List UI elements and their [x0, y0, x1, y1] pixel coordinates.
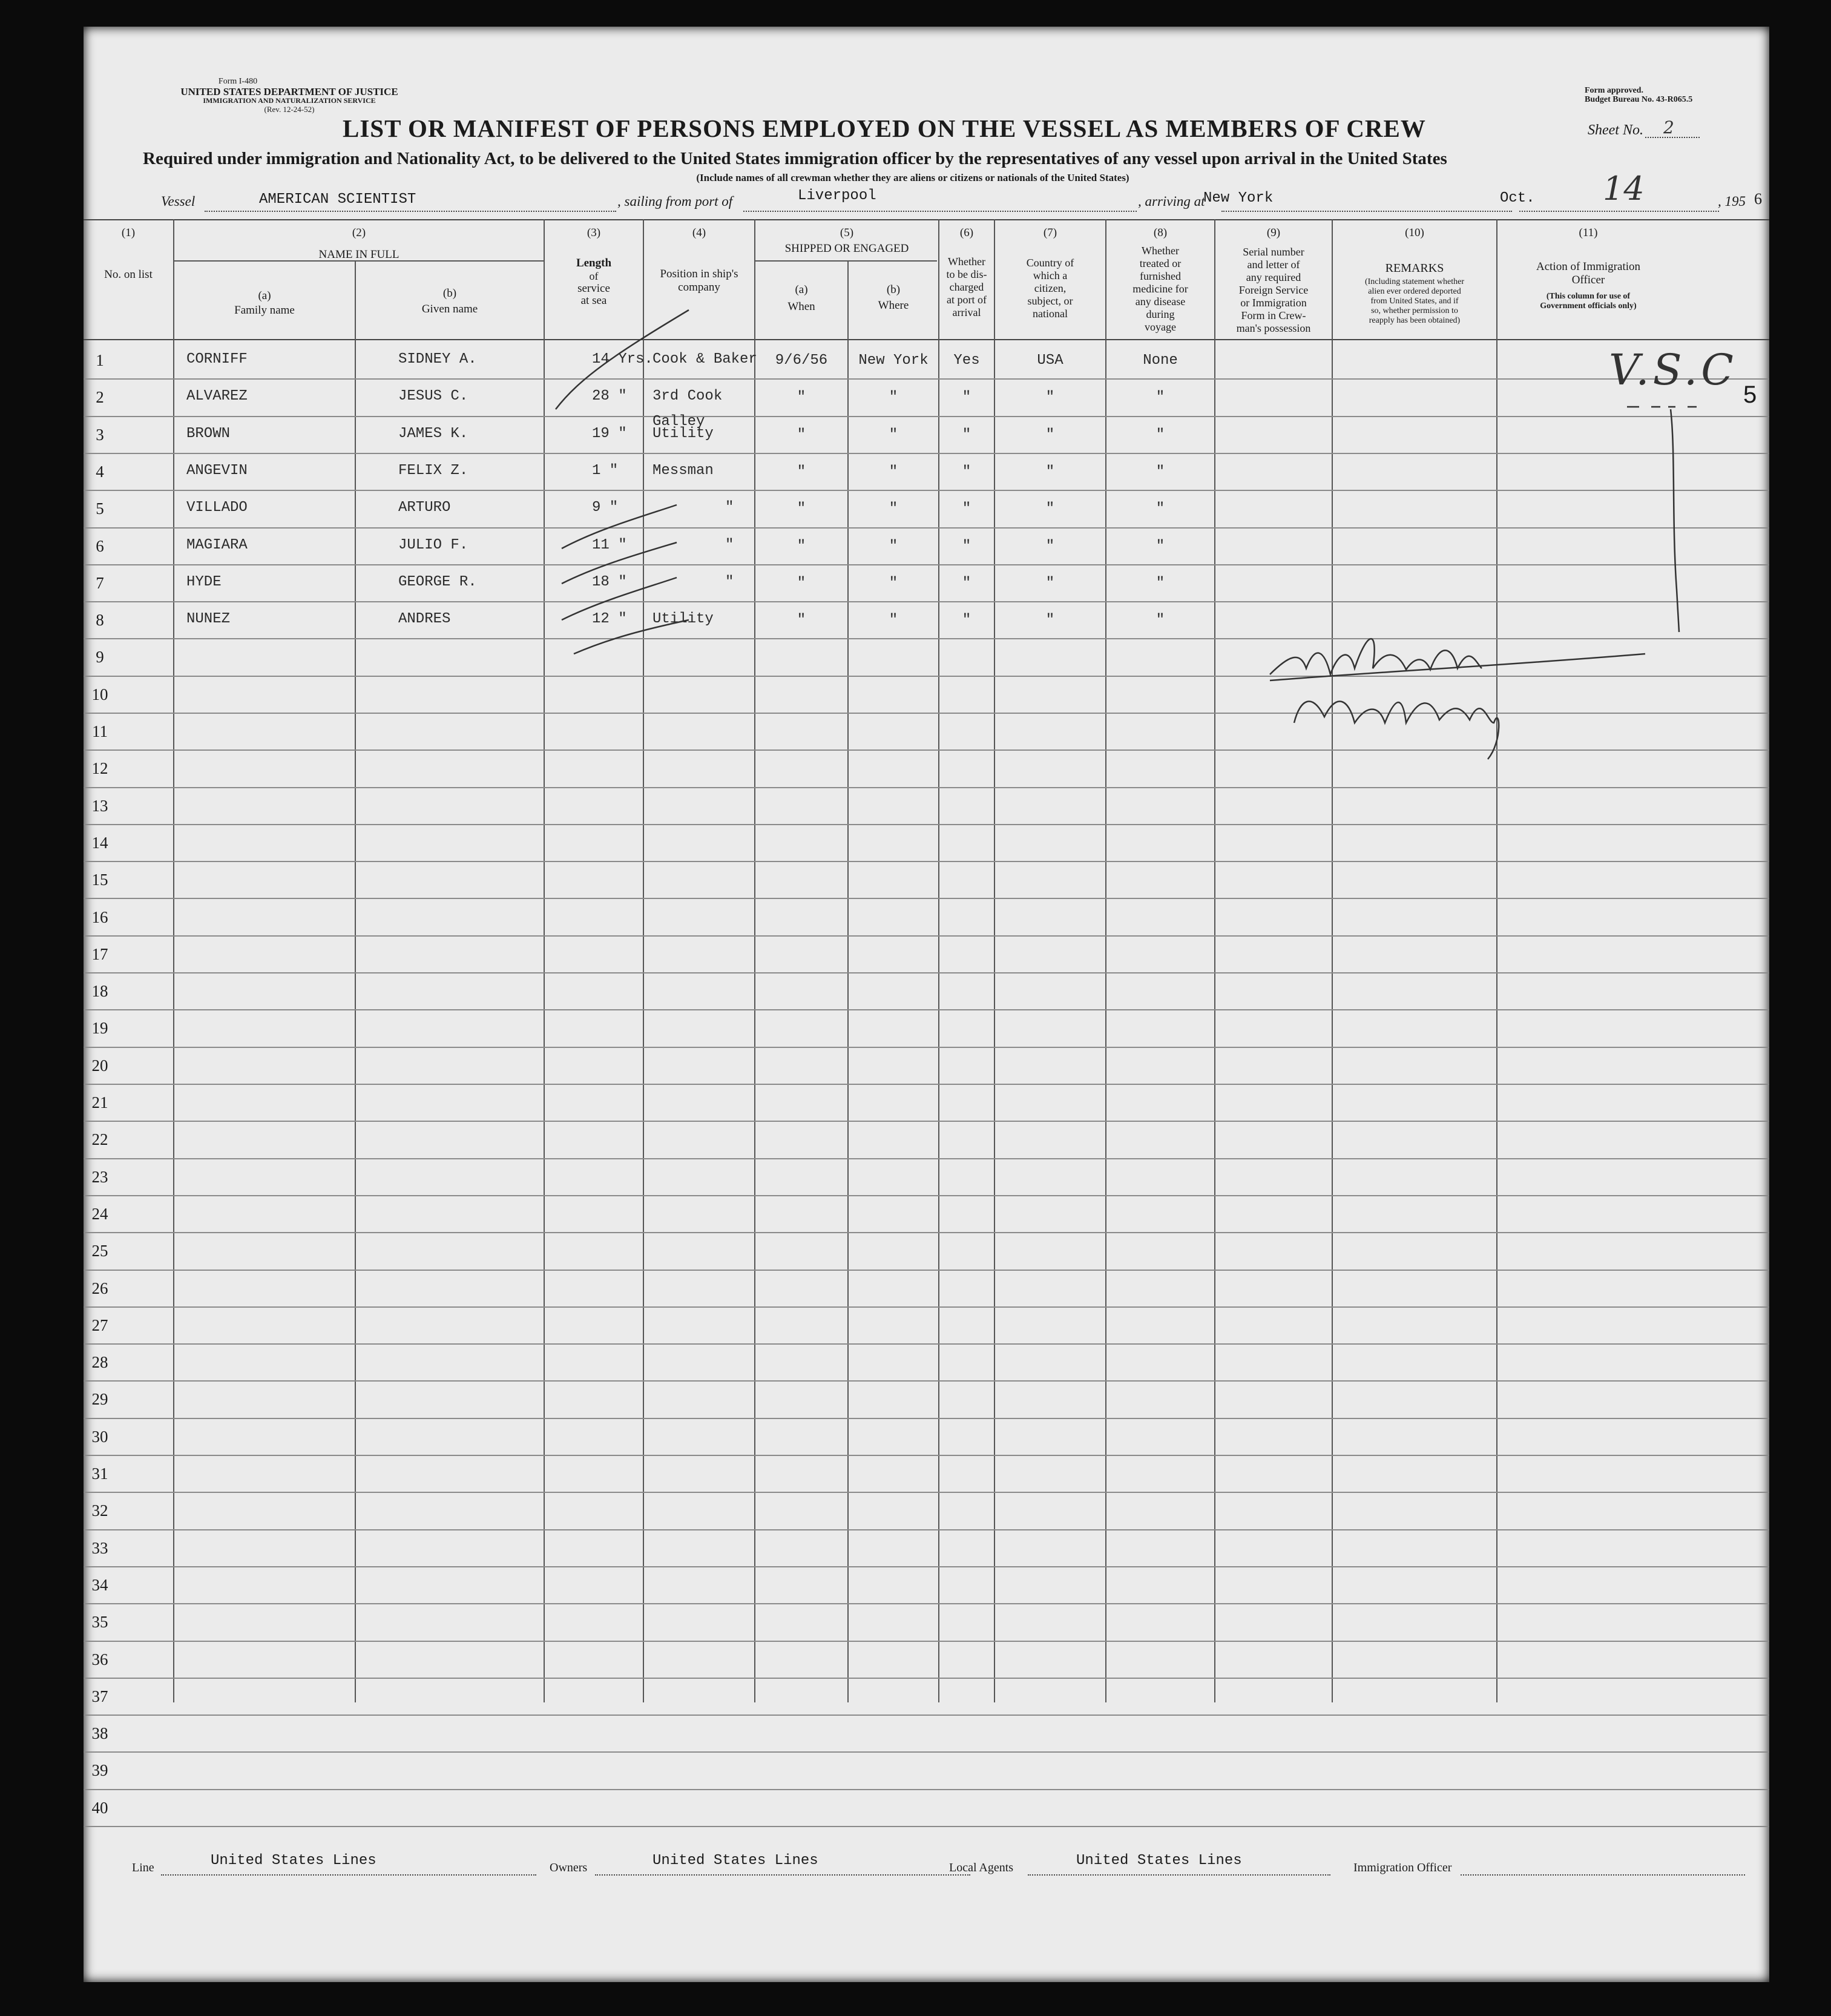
col9-header-5: or Immigration — [1240, 297, 1307, 309]
row-number: 30 — [91, 1428, 108, 1446]
col9-number: (9) — [1266, 226, 1281, 239]
when-cell: " — [797, 612, 806, 628]
family-name-cell: VILLADO — [186, 499, 248, 516]
row-number: 24 — [91, 1205, 108, 1223]
col2-header: NAME IN FULL — [318, 248, 399, 261]
service-length-cell: 18 " — [592, 574, 627, 590]
footer-agents-label: Local Agents — [949, 1861, 1014, 1874]
discharged-cell: " — [962, 575, 971, 591]
manifest-page — [84, 27, 1769, 1982]
col3-header-4: at sea — [580, 294, 607, 307]
where-cell: " — [889, 501, 898, 517]
service-length-cell: 19 " — [592, 426, 627, 442]
footer-agents-value: United States Lines — [1076, 1853, 1242, 1869]
country-cell: " — [1045, 612, 1055, 628]
col10-number: (10) — [1405, 226, 1424, 239]
country-cell: " — [1045, 538, 1055, 555]
col5a-header: When — [787, 300, 815, 313]
subtitle-note: (Include names of all crewman whether they are aliens or citizens or nationals of the United States) — [696, 172, 1129, 183]
officer-mark: V.S.C — [1609, 345, 1737, 395]
when-cell: " — [797, 575, 806, 591]
row-number: 36 — [91, 1650, 108, 1668]
arrival-year-digit: 6 — [1754, 190, 1762, 208]
when-cell: 9/6/56 — [775, 352, 828, 369]
country-cell: " — [1045, 501, 1055, 517]
row-number: 38 — [91, 1724, 108, 1742]
discharged-cell: Yes — [953, 352, 980, 369]
row-number: 1 — [96, 351, 104, 369]
country-cell: " — [1045, 575, 1055, 591]
col5-header: SHIPPED OR ENGAGED — [784, 242, 909, 255]
col9-header-1: Serial number — [1243, 246, 1304, 258]
footer-line-value: United States Lines — [211, 1853, 376, 1869]
arriving-label: , arriving at — [1138, 194, 1205, 209]
col7-number: (7) — [1043, 226, 1057, 239]
country-cell: USA — [1037, 352, 1063, 369]
position-cell: " — [725, 499, 734, 516]
footer-officer-label: Immigration Officer — [1353, 1861, 1452, 1874]
col5a-letter: (a) — [795, 283, 808, 296]
row-number: 20 — [91, 1056, 108, 1075]
col8-header-3: furnished — [1140, 270, 1181, 282]
row-number: 37 — [91, 1687, 108, 1705]
col10-note-3: from United States, and if — [1370, 297, 1459, 306]
row-number: 15 — [91, 871, 108, 889]
where-cell: " — [889, 575, 898, 591]
when-cell: " — [797, 501, 806, 517]
handwriting-strokes — [84, 27, 1769, 1982]
row-number: 28 — [91, 1353, 108, 1371]
col7-header-2: which a — [1033, 269, 1068, 282]
department-name: UNITED STATES DEPARTMENT OF JUSTICE — [180, 86, 398, 97]
col5b-header: Where — [878, 299, 909, 312]
when-cell: " — [797, 389, 806, 406]
discharged-cell: " — [962, 538, 971, 555]
form-revision: (Rev. 12-24-52) — [264, 105, 315, 114]
col8-header-6: during — [1146, 308, 1175, 320]
row-number: 3 — [96, 426, 104, 444]
row-number: 22 — [91, 1130, 108, 1148]
when-cell: " — [797, 464, 806, 480]
arrival-day: 14 — [1603, 170, 1645, 208]
medicine-cell: " — [1155, 575, 1165, 591]
service-length-cell: 9 " — [592, 499, 619, 516]
col1-number: (1) — [121, 226, 136, 239]
form-number: Form I-480 — [218, 77, 258, 86]
where-cell: " — [889, 612, 898, 628]
col10-header: REMARKS — [1385, 262, 1444, 275]
row-number: 14 — [91, 834, 108, 852]
family-name-cell: MAGIARA — [186, 537, 248, 553]
footer-officer-underline — [1461, 1873, 1745, 1876]
col11-note-2: Government officials only) — [1540, 301, 1637, 311]
page-title: LIST OR MANIFEST OF PERSONS EMPLOYED ON THE VESSEL AS MEMBERS OF CREW — [343, 114, 1426, 142]
row-number: 4 — [96, 463, 104, 481]
service-length-cell: 28 " — [592, 388, 627, 404]
form-approved: Form approved. — [1585, 86, 1643, 95]
service-length-cell: 1 " — [592, 463, 619, 479]
col6-header-5: arrival — [952, 306, 981, 318]
col2a-header: Family name — [234, 304, 295, 317]
medicine-cell: " — [1155, 612, 1165, 628]
row-number: 33 — [91, 1539, 108, 1557]
position-cell: 3rd Cook — [653, 388, 723, 404]
col1-header: No. on list — [104, 268, 153, 281]
sailing-label: , sailing from port of — [617, 194, 733, 209]
subtitle: Required under immigration and Nationality Act, to be delivered to the United States immigration officer by the representatives of any vessel upon arrival in the United States — [143, 149, 1447, 168]
where-cell: " — [889, 464, 898, 480]
position-cell: " — [725, 574, 734, 590]
row-number: 23 — [91, 1168, 108, 1186]
given-name-cell: ARTURO — [398, 499, 451, 516]
discharged-cell: " — [962, 427, 971, 443]
col2-number: (2) — [352, 226, 366, 239]
position-cell-line2: Utility — [653, 426, 714, 442]
medicine-cell: " — [1155, 501, 1165, 517]
where-cell: New York — [858, 352, 929, 369]
row-number: 26 — [91, 1279, 108, 1297]
col9-header-3: any required — [1246, 271, 1301, 283]
vessel-label: Vessel — [161, 194, 196, 209]
col2b-letter: (b) — [442, 287, 457, 300]
row-number: 25 — [91, 1242, 108, 1260]
where-cell: " — [889, 389, 898, 406]
family-name-cell: HYDE — [186, 574, 222, 590]
col8-header-2: treated or — [1139, 257, 1182, 269]
service-length-cell: 14 Yrs. — [592, 351, 653, 367]
given-name-cell: JESUS C. — [398, 388, 468, 404]
col10-note-1: (Including statement whether — [1364, 277, 1465, 286]
footer-owners-label: Owners — [550, 1861, 588, 1874]
family-name-cell: ANGEVIN — [186, 463, 248, 479]
row-number: 19 — [91, 1019, 108, 1037]
medicine-cell: " — [1155, 538, 1165, 555]
position-cell: Messman — [653, 463, 714, 479]
col6-number: (6) — [959, 226, 974, 239]
discharged-cell: " — [962, 464, 971, 480]
country-cell: " — [1045, 389, 1055, 406]
service-length-cell: 12 " — [592, 611, 627, 627]
row-number: 7 — [96, 574, 104, 592]
when-cell: " — [797, 427, 806, 443]
port-of-arrival: New York — [1203, 190, 1274, 206]
family-name-cell: NUNEZ — [186, 611, 231, 627]
arrival-month: Oct. — [1500, 190, 1535, 206]
col5b-letter: (b) — [886, 283, 901, 296]
row-number: 11 — [92, 722, 108, 740]
col8-number: (8) — [1153, 226, 1168, 239]
footer-owners-underline — [595, 1873, 970, 1876]
vessel-name: AMERICAN SCIENTIST — [259, 191, 416, 208]
col10-note-4: so, whether permission to — [1371, 306, 1458, 315]
col6-header-3: charged — [949, 281, 984, 293]
row-number: 27 — [91, 1316, 108, 1334]
port-of-departure: Liverpool — [798, 188, 876, 204]
discharged-cell: " — [962, 612, 971, 628]
row-number: 5 — [96, 499, 104, 518]
footer-agents-underline — [1028, 1873, 1330, 1876]
family-name-cell: CORNIFF — [186, 351, 248, 367]
col3-header-1: Length — [576, 257, 612, 269]
col7-header-5: national — [1033, 308, 1068, 320]
col6-header-1: Whether — [948, 255, 985, 268]
service-name: IMMIGRATION AND NATURALIZATION SERVICE — [203, 96, 376, 105]
col4-header-2: company — [678, 281, 720, 294]
col8-header-5: any disease — [1135, 295, 1186, 308]
given-name-cell: FELIX Z. — [398, 463, 468, 479]
given-name-cell: GEORGE R. — [398, 574, 477, 590]
position-cell: Utility — [653, 611, 714, 627]
row-number: 32 — [91, 1501, 108, 1520]
country-cell: " — [1045, 464, 1055, 480]
discharged-cell: " — [962, 389, 971, 406]
row-number: 34 — [91, 1576, 108, 1594]
col3-header-3: service — [577, 282, 610, 295]
col4-header-1: Position in ship's — [660, 268, 738, 280]
row-number: 2 — [96, 388, 104, 406]
family-name-cell: BROWN — [186, 426, 231, 442]
medicine-cell: " — [1155, 464, 1165, 480]
col11-number: (11) — [1579, 226, 1598, 239]
row-number: 10 — [91, 685, 108, 703]
row-number: 16 — [91, 908, 108, 926]
discharged-cell: " — [962, 501, 971, 517]
medicine-cell: " — [1155, 427, 1165, 443]
col4-number: (4) — [692, 226, 706, 239]
row-number: 6 — [96, 537, 104, 555]
given-name-cell: SIDNEY A. — [398, 351, 477, 367]
footer-line-underline — [161, 1873, 536, 1876]
row-number: 13 — [91, 797, 108, 815]
family-name-cell: ALVAREZ — [186, 388, 248, 404]
col6-header-2: to be dis- — [946, 268, 987, 280]
col10-note-2: alien ever ordered deported — [1368, 287, 1461, 296]
row-number: 17 — [91, 945, 108, 963]
position-cell: Galley — [653, 413, 705, 430]
when-cell: " — [797, 538, 806, 555]
row-number: 8 — [96, 611, 104, 629]
service-length-cell: 11 " — [592, 537, 627, 553]
medicine-cell: None — [1143, 352, 1178, 369]
col9-header-7: man's possession — [1236, 322, 1311, 334]
position-cell: " — [725, 537, 734, 553]
col2a-letter: (a) — [258, 289, 271, 302]
col8-header-4: medicine for — [1132, 283, 1188, 295]
row-number: 39 — [91, 1761, 108, 1779]
sheet-label: Sheet No. — [1588, 122, 1643, 138]
col11-note-1: (This column for use of — [1546, 292, 1631, 301]
footer-line-label: Line — [132, 1861, 154, 1874]
budget-bureau: Budget Bureau No. 43-R065.5 — [1585, 95, 1693, 104]
where-cell: " — [889, 427, 898, 443]
col3-number: (3) — [587, 226, 601, 239]
col8-header-1: Whether — [1142, 245, 1179, 257]
margin-number: 5 — [1743, 381, 1757, 408]
col2b-header: Given name — [421, 303, 478, 315]
position-cell: Cook & Baker — [653, 351, 757, 367]
year-label: , 195 — [1718, 194, 1746, 209]
row-number: 35 — [91, 1613, 108, 1631]
footer-owners-value: United States Lines — [653, 1853, 818, 1869]
row-number: 29 — [91, 1390, 108, 1408]
row-number: 12 — [91, 759, 108, 777]
row-number: 40 — [91, 1799, 108, 1817]
col9-header-4: Foreign Service — [1238, 284, 1309, 296]
country-cell: " — [1045, 427, 1055, 443]
col9-header-6: Form in Crew- — [1241, 309, 1306, 321]
col9-header-2: and letter of — [1247, 259, 1300, 271]
where-cell: " — [889, 538, 898, 555]
sheet-number: 2 — [1663, 117, 1674, 137]
col6-header-4: at port of — [947, 294, 987, 306]
col7-header-1: Country of — [1026, 257, 1074, 269]
col5-number: (5) — [840, 226, 854, 239]
row-number: 9 — [96, 648, 104, 666]
col11-header-2: Officer — [1571, 274, 1605, 286]
col10-note-5: reapply has been obtained) — [1369, 316, 1461, 325]
row-number: 18 — [91, 982, 108, 1000]
medicine-cell: " — [1155, 389, 1165, 406]
col3-header-2: of — [589, 270, 599, 282]
row-number: 31 — [91, 1464, 108, 1483]
col11-header-1: Action of Immigration — [1536, 260, 1641, 273]
col7-header-4: subject, or — [1027, 295, 1073, 307]
given-name-cell: ANDRES — [398, 611, 451, 627]
row-number: 21 — [91, 1093, 108, 1112]
col7-header-3: citizen, — [1034, 282, 1067, 294]
given-name-cell: JULIO F. — [398, 537, 468, 553]
col8-header-7: voyage — [1145, 321, 1176, 333]
given-name-cell: JAMES K. — [398, 426, 468, 442]
